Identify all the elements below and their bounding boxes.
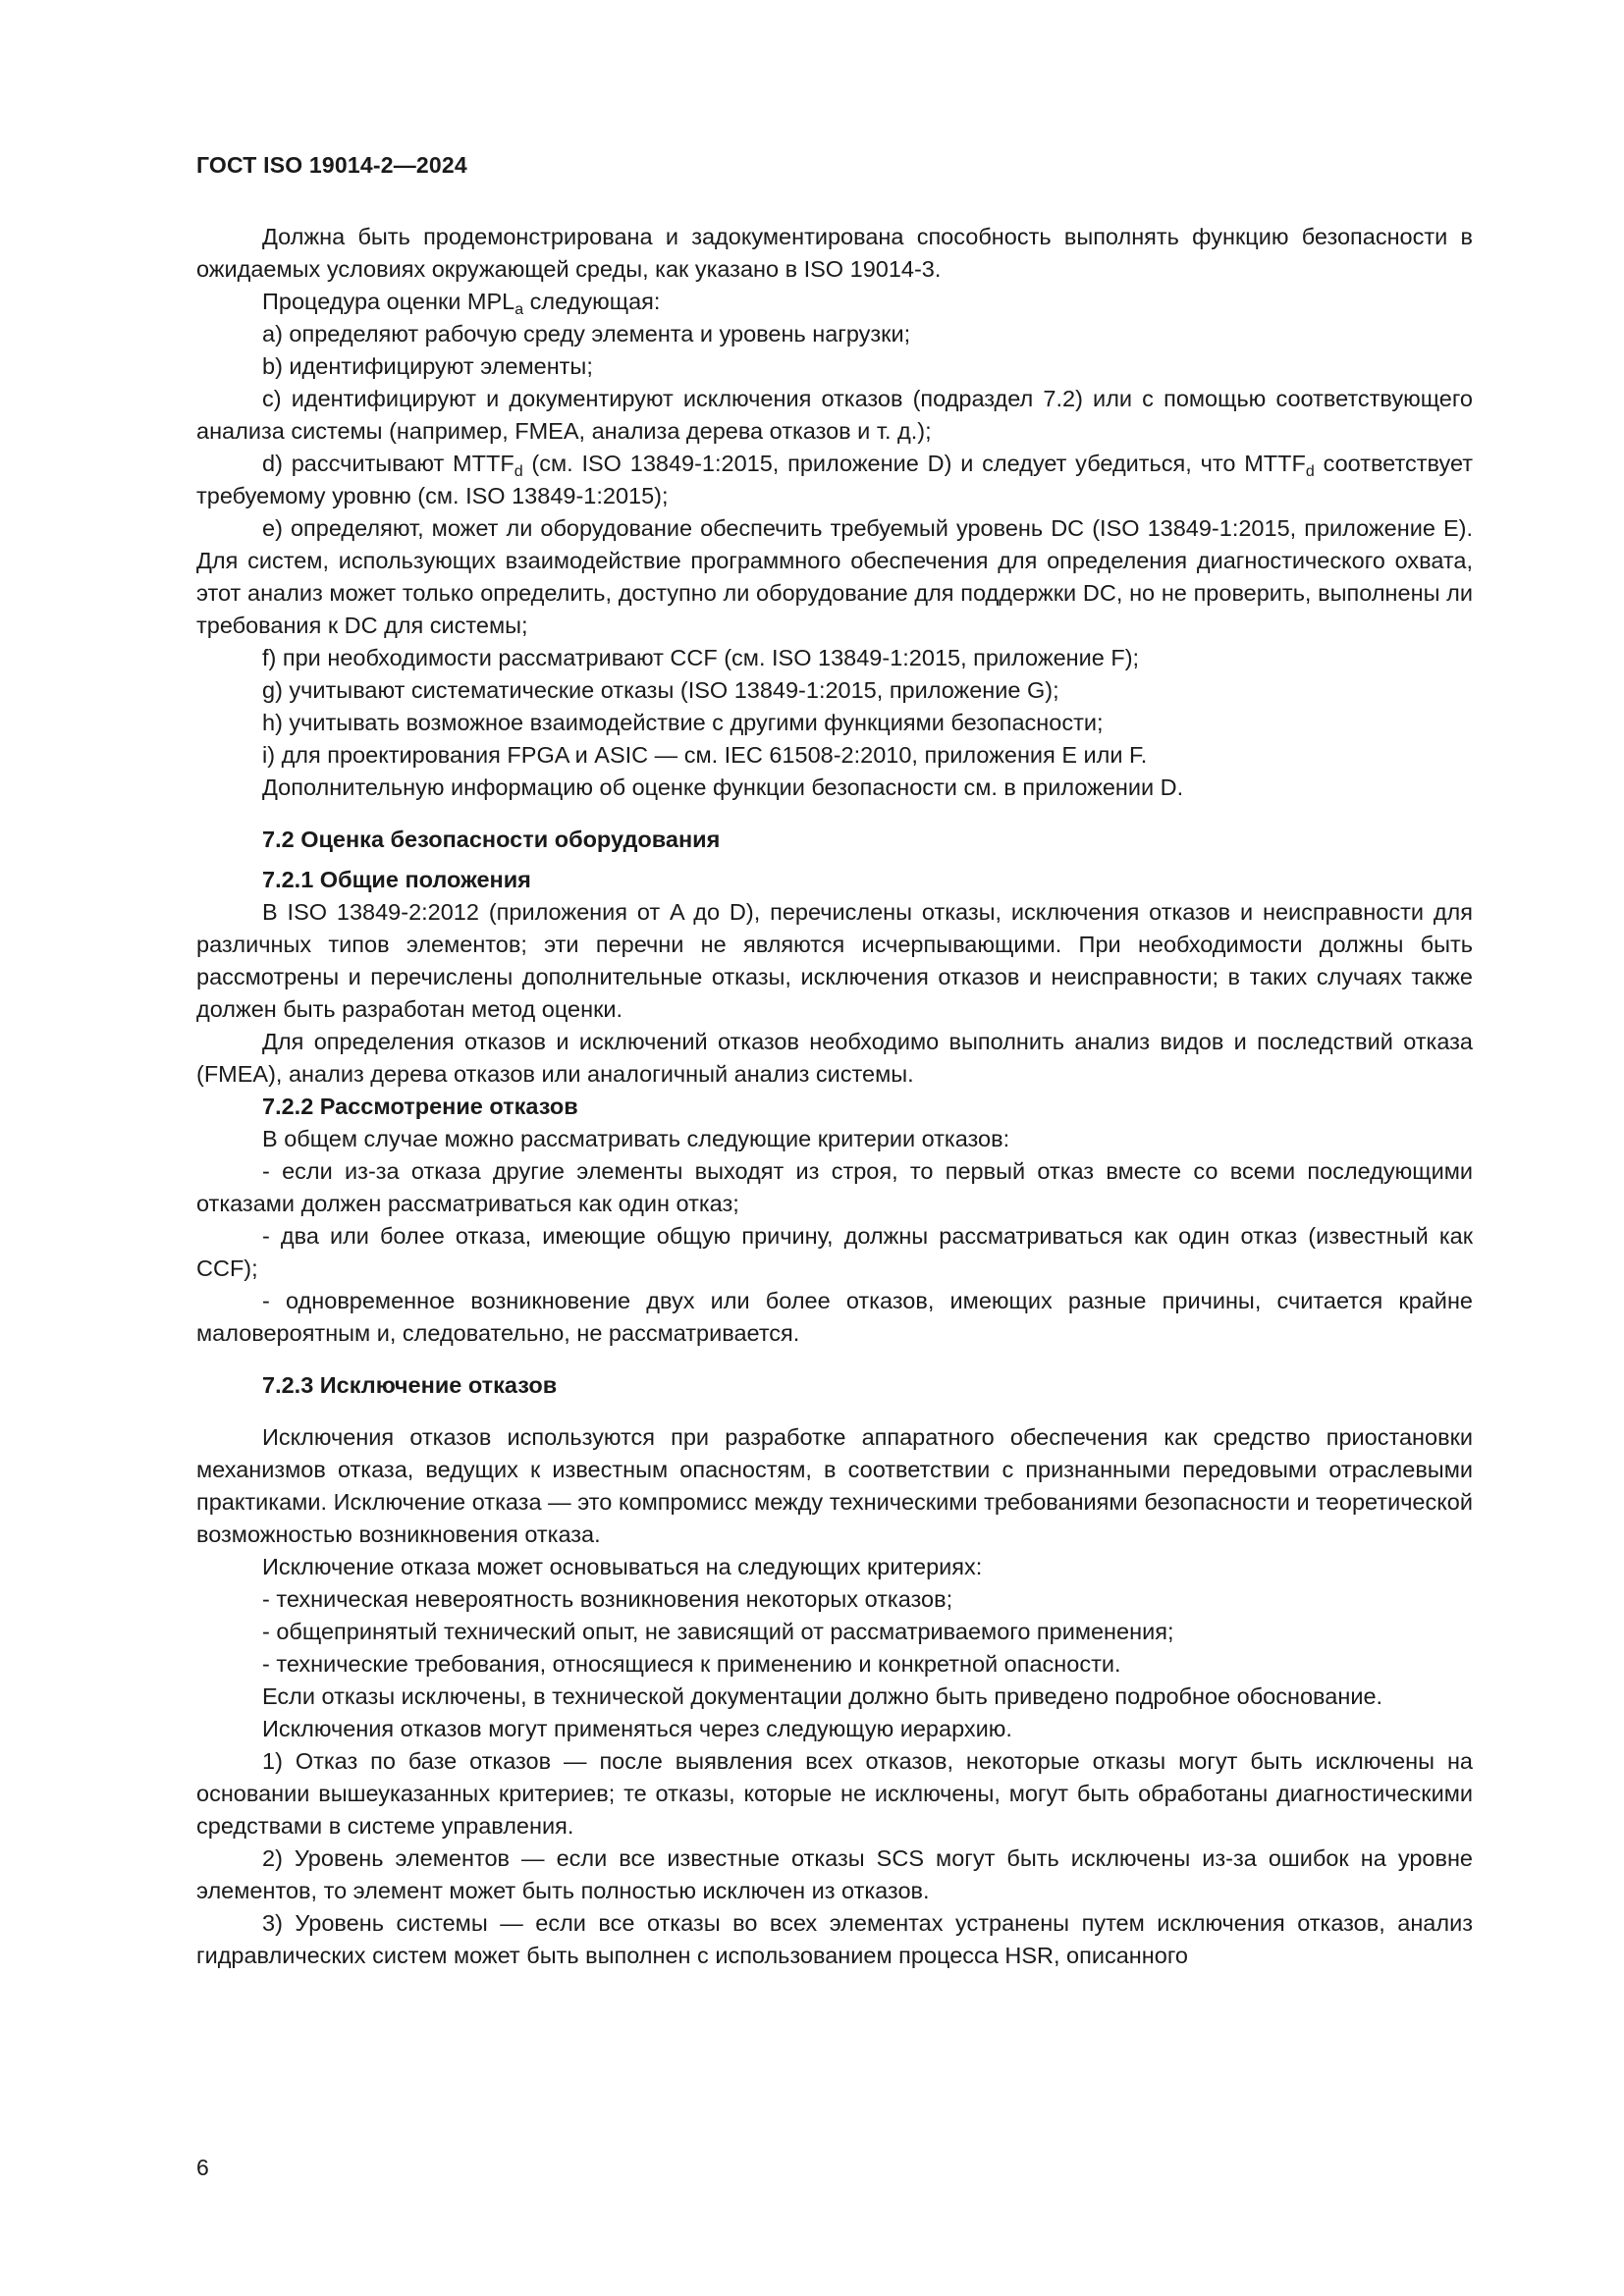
subsection-heading: 7.2.1 Общие положения xyxy=(262,867,531,892)
list-item: - общепринятый технический опыт, не зависящий от рассматриваемого применения; xyxy=(262,1619,1174,1644)
paragraph: Исключения отказов используются при разработке аппаратного обеспечения как средство приостановки механизмов отказа, ведущих к известным опасностям, в соответствии с признанными передовыми отраслевыми практиками. Исключение отказа — это компромисс между техническими требованиями безопасности и теоретической возможностью возникновения отказа. xyxy=(196,1424,1473,1547)
text-run: (см. ISO 13849-1:2015, приложение D) и следует убедиться, что MTTF xyxy=(522,451,1306,476)
list-item: g) учитывают систематические отказы (ISO 13849-1:2015, приложение G); xyxy=(262,677,1059,703)
list-item: h) учитывать возможное взаимодействие с другими функциями безопасности; xyxy=(262,710,1104,735)
section-heading: 7.2 Оценка безопасности оборудования xyxy=(262,827,721,852)
paragraph: Для определения отказов и исключений отказов необходимо выполнить анализ видов и последствий отказа (FMEA), анализ дерева отказов или аналогичный анализ системы. xyxy=(196,1029,1473,1087)
document-header: ГОСТ ISO 19014-2—2024 xyxy=(196,152,467,178)
paragraph: Дополнительную информацию об оценке функции безопасности см. в приложении D. xyxy=(262,774,1184,800)
subscript: d xyxy=(1305,463,1315,480)
list-item: 3) Уровень системы — если все отказы во всех элементах устранены путем исключения отказов, анализ гидравлических систем может быть выполнен с использованием процесса HSR, описанного xyxy=(196,1910,1473,1968)
paragraph: В общем случае можно рассматривать следующие критерии отказов: xyxy=(262,1126,1010,1151)
paragraph: В ISO 13849-2:2012 (приложения от A до D), перечислены отказы, исключения отказов и неисправности для различных типов элементов; эти перечни не являются исчерпывающими. При необходимости должны быть рассмотрены и перечислены дополнительные отказы, исключения отказов и неисправности; в таких случаях также должен быть разработан метод оценки. xyxy=(196,899,1473,1022)
list-item: - два или более отказа, имеющие общую причину, должны рассматриваться как один отказ (известный как CCF); xyxy=(196,1223,1473,1281)
paragraph: Если отказы исключены, в технической документации должно быть приведено подробное обоснование. xyxy=(262,1683,1383,1709)
list-item: - технические требования, относящиеся к применению и конкретной опасности. xyxy=(262,1651,1121,1677)
list-item: - техническая невероятность возникновения некоторых отказов; xyxy=(262,1586,953,1612)
list-item: e) определяют, может ли оборудование обеспечить требуемый уровень DC (ISO 13849-1:2015, приложение E). Для систем, использующих взаимодействие программного обеспечения для определения диагностического охвата, этот анализ может только определить, доступно ли оборудование для поддержки DC, но не проверить, выполнены ли требования к DC для системы; xyxy=(196,515,1473,638)
subsection-heading: 7.2.2 Рассмотрение отказов xyxy=(262,1094,578,1119)
text-run: d) рассчитывают MTTF xyxy=(262,451,514,476)
list-item: 2) Уровень элементов — если все известные отказы SCS могут быть исключены из-за ошибок на уровне элементов, то элемент может быть полностью исключен из отказов. xyxy=(196,1845,1473,1903)
paragraph: Исключение отказа может основываться на следующих критериях: xyxy=(262,1554,983,1579)
text-run: Процедура оценки MPL xyxy=(262,289,515,314)
subscript: a xyxy=(514,301,524,318)
paragraph-procedure xyxy=(196,286,1473,318)
subscript: d xyxy=(514,463,523,480)
list-item: 1) Отказ по базе отказов — после выявления всех отказов, некоторые отказы могут быть исключены на основании вышеуказанных критериев; те отказы, которые не исключены, могут быть обработаны диагностическими средствами в системе управления. xyxy=(196,1748,1473,1839)
paragraph: Исключения отказов могут применяться через следующую иерархию. xyxy=(262,1716,1012,1741)
list-item: a) определяют рабочую среду элемента и уровень нагрузки; xyxy=(262,321,911,347)
list-item: c) идентифицируют и документируют исключения отказов (подраздел 7.2) или с помощью соответствующего анализа системы (например, FMEA, анализа дерева отказов и т. д.); xyxy=(196,386,1473,444)
list-item: f) при необходимости рассматривают CCF (см. ISO 13849-1:2015, приложение F); xyxy=(262,645,1140,670)
list-item: - одновременное возникновение двух или более отказов, имеющих разные причины, считается крайне маловероятным и, следовательно, не рассматривается. xyxy=(196,1288,1473,1346)
text-run: соответствует требуемому уровню (см. ISO 13849-1:2015); xyxy=(196,451,1473,508)
subsection-heading: 7.2.3 Исключение отказов xyxy=(262,1372,558,1398)
page-number: 6 xyxy=(196,2155,209,2180)
text-run: следующая: xyxy=(523,289,661,314)
paragraph: Должна быть продемонстрирована и задокументирована способность выполнять функцию безопасности в ожидаемых условиях окружающей среды, как указано в ISO 19014-3. xyxy=(196,224,1473,282)
document-body xyxy=(196,221,1473,1972)
list-item xyxy=(196,448,1473,512)
list-item: - если из-за отказа другие элементы выходят из строя, то первый отказ вместе со всеми последующими отказами должен рассматриваться как один отказ; xyxy=(196,1158,1473,1216)
list-item: b) идентифицируют элементы; xyxy=(262,353,593,379)
list-item: i) для проектирования FPGA и ASIC — см. IEC 61508-2:2010, приложения E или F. xyxy=(262,742,1148,768)
